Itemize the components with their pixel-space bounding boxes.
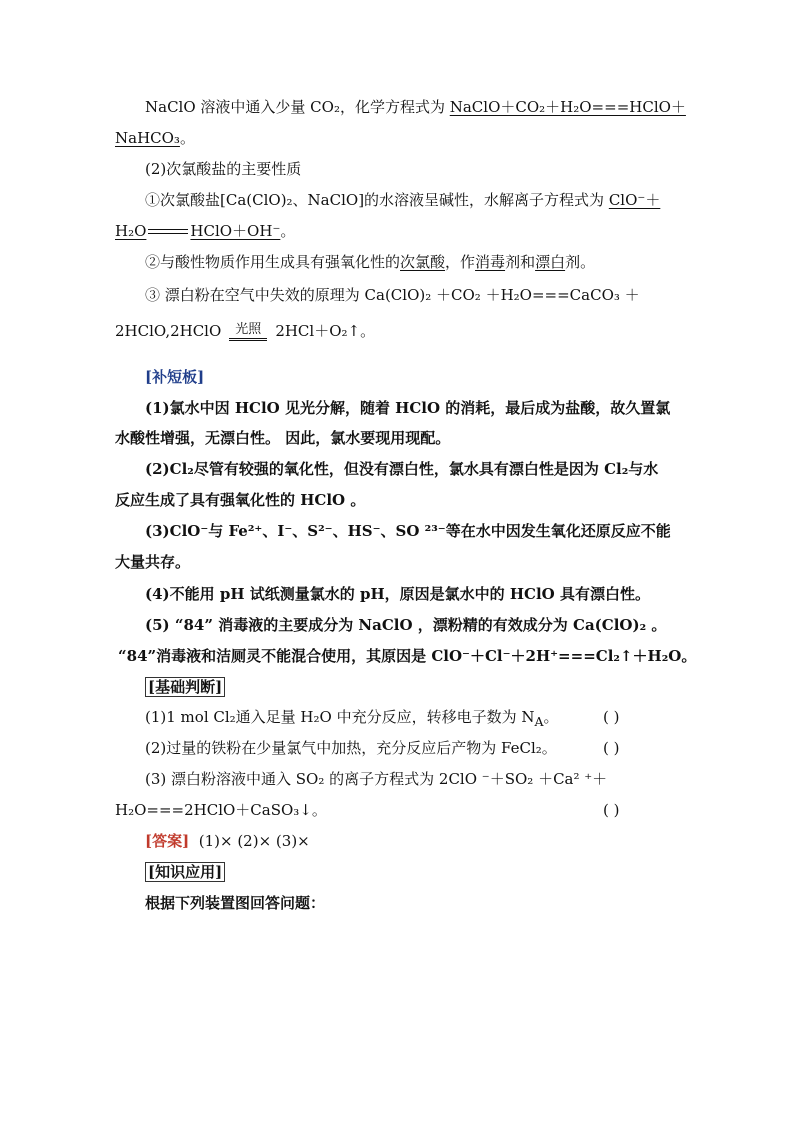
section-heading: (2)次氯酸盐的主要性质 [145, 160, 302, 178]
answer-underline: NaHCO₃ [115, 129, 180, 147]
judgment-tag [145, 676, 225, 698]
text-span: HClO＋OH⁻ [190, 222, 281, 240]
text-span: 。 [179, 129, 195, 147]
supplement-text: (2)Cl₂尽管有较强的氧化性，但没有漂白性，氯水具有漂白性是因为 Cl₂与水 [145, 460, 659, 478]
application-tag [145, 861, 225, 883]
answer-line [145, 830, 310, 852]
answer-underline: ClO⁻＋ [608, 191, 661, 209]
answer-text: (1)× (2)× (3)× [198, 832, 310, 850]
condition-label: 光照 [229, 323, 267, 341]
answer-underline: NaClO＋CO₂＋H₂O===HClO＋ [449, 98, 686, 116]
text-line [145, 96, 686, 118]
subscript: A [534, 714, 544, 729]
text-span: 2HCl＋O₂↑。 [275, 322, 376, 340]
judgment-question: (2)过量的铁粉在少量氯气中加热，充分反应后产物为 FeCl₂。 [145, 739, 557, 757]
application-tag-label: [知识应用] [145, 862, 225, 882]
supplement-text: (3)ClO⁻与 Fe²⁺、I⁻、S²⁻、HS⁻、SO ²³⁻等在水中因发生氧化还原反应不能 [145, 522, 671, 540]
supplement-text: (1)氯水中因 HClO 见光分解，随着 HClO 的消耗，最后成为盐酸，故久置氯 [145, 399, 671, 417]
answer-blank: ( ) [603, 739, 620, 757]
answer-underline [115, 222, 280, 240]
judgment-question [145, 706, 559, 733]
text-line [115, 127, 195, 149]
text-span: ①次氯酸盐[Ca(ClO)₂、NaClO]的水溶液呈碱性，水解离子方程式为 [145, 191, 609, 209]
text-line [145, 251, 595, 273]
supplement-text: (5) “84” 消毒液的主要成分为 NaClO ，漂粉精的有效成分为 Ca(ClO)₂ 。 [145, 616, 667, 634]
text-span: (1)1 mol Cl₂通入足量 H₂O 中充分反应，转移电子数为 N [145, 708, 535, 726]
text-line [145, 189, 660, 211]
application-text: 根据下列装置图回答问题： [145, 894, 326, 912]
answer-underline: 漂白 [535, 253, 566, 271]
reaction-condition [229, 323, 267, 341]
text-span: H₂O [115, 222, 147, 240]
judgment-question: (3) 漂白粉溶液中通入 SO₂ 的离子方程式为 2ClO ⁻＋SO₂ ＋Ca² ⁺＋ [145, 770, 608, 788]
supplement-text: “84”消毒液和洁厕灵不能混合使用，其原因是 ClO⁻＋Cl⁻＋2H⁺===Cl₂↑＋H₂O。 [118, 647, 697, 665]
answer-blank: ( ) [603, 801, 620, 819]
text-span: 剂。 [565, 253, 596, 271]
supplement-text: 反应生成了具有强氧化性的 HClO 。 [115, 491, 366, 509]
text-span: NaClO 溶液中通入少量 CO₂，化学方程式为 [145, 98, 450, 116]
answer-tag: [答案] [145, 832, 190, 850]
answer-blank: ( ) [603, 708, 620, 726]
text-line [115, 320, 375, 342]
judgment-question: H₂O===2HClO＋CaSO₃↓。 [115, 801, 327, 819]
text-span: 。 [543, 708, 559, 726]
text-line [115, 220, 295, 242]
judgment-tag-label: [基础判断] [145, 677, 225, 697]
equilibrium-arrow-icon [148, 228, 188, 236]
supplement-text: (4)不能用 pH 试纸测量氯水的 pH，原因是氯水中的 HClO 具有漂白性。 [145, 585, 650, 603]
text-span: ②与酸性物质作用生成具有强氧化性的 [145, 253, 401, 271]
answer-underline: 次氯酸 [400, 253, 446, 271]
supplement-text: 水酸性增强，无漂白性。 因此，氯水要现用现配。 [115, 429, 451, 447]
supplement-text: 大量共存。 [115, 553, 191, 571]
answer-underline: 消毒 [475, 253, 506, 271]
text-span: 。 [280, 222, 296, 240]
supplement-tag: [补短板] [145, 368, 205, 386]
text-line: ③ 漂白粉在空气中失效的原理为 Ca(ClO)₂ ＋CO₂ ＋H₂O===CaCO₃ ＋ [145, 286, 640, 304]
text-span: ，作 [445, 253, 476, 271]
text-span: 2HClO,2HClO [115, 322, 222, 340]
text-span: 剂和 [505, 253, 536, 271]
